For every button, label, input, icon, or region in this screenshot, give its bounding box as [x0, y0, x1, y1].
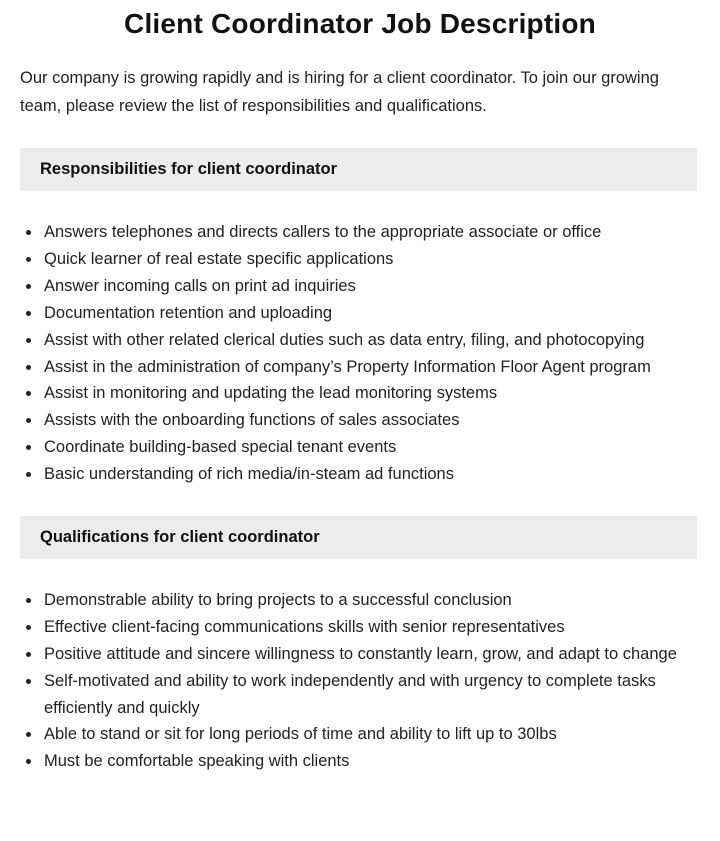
qualifications-list — [42, 587, 700, 775]
list-item: • Documentation retention and uploading — [42, 300, 700, 327]
list-item: • Basic understanding of rich media/in-steam ad functions — [42, 461, 700, 488]
list-item: • Assist in the administration of company’s Property Information Floor Agent program — [42, 354, 700, 381]
section-header-responsibilities — [20, 148, 697, 191]
list-item: • Able to stand or sit for long periods of time and ability to lift up to 30lbs — [42, 721, 700, 748]
list-item: • Effective client-facing communications skills with senior representatives — [42, 614, 700, 641]
section-heading: Responsibilities for client coordinator — [40, 160, 338, 179]
list-item: • Demonstrable ability to bring projects to a successful conclusion — [42, 587, 700, 614]
list-item: • Answer incoming calls on print ad inquiries — [42, 273, 700, 300]
list-item: • Coordinate building-based special tenant events — [42, 434, 700, 461]
responsibilities-list — [42, 219, 700, 488]
list-item: • Self-motivated and ability to work independently and with urgency to complete tasks efficiently and quickly — [42, 668, 700, 722]
list-item: • Must be comfortable speaking with clients — [42, 748, 700, 775]
list-item: • Assists with the onboarding functions of sales associates — [42, 407, 700, 434]
list-item: • Answers telephones and directs callers to the appropriate associate or office — [42, 219, 700, 246]
page-title: Client Coordinator Job Description — [124, 8, 596, 39]
list-item: • Positive attitude and sincere willingness to constantly learn, grow, and adapt to change — [42, 641, 700, 668]
list-item: • Quick learner of real estate specific applications — [42, 246, 700, 273]
list-item: • Assist with other related clerical duties such as data entry, filing, and photocopying — [42, 327, 700, 354]
section-heading: Qualifications for client coordinator — [40, 528, 320, 546]
intro-paragraph: Our company is growing rapidly and is hiring for a client coordinator. To join our growing team, please review the list of responsibilities and qualifications. — [20, 69, 659, 116]
list-item: • Assist in monitoring and updating the lead monitoring systems — [42, 380, 700, 407]
section-header-qualifications — [20, 516, 697, 559]
